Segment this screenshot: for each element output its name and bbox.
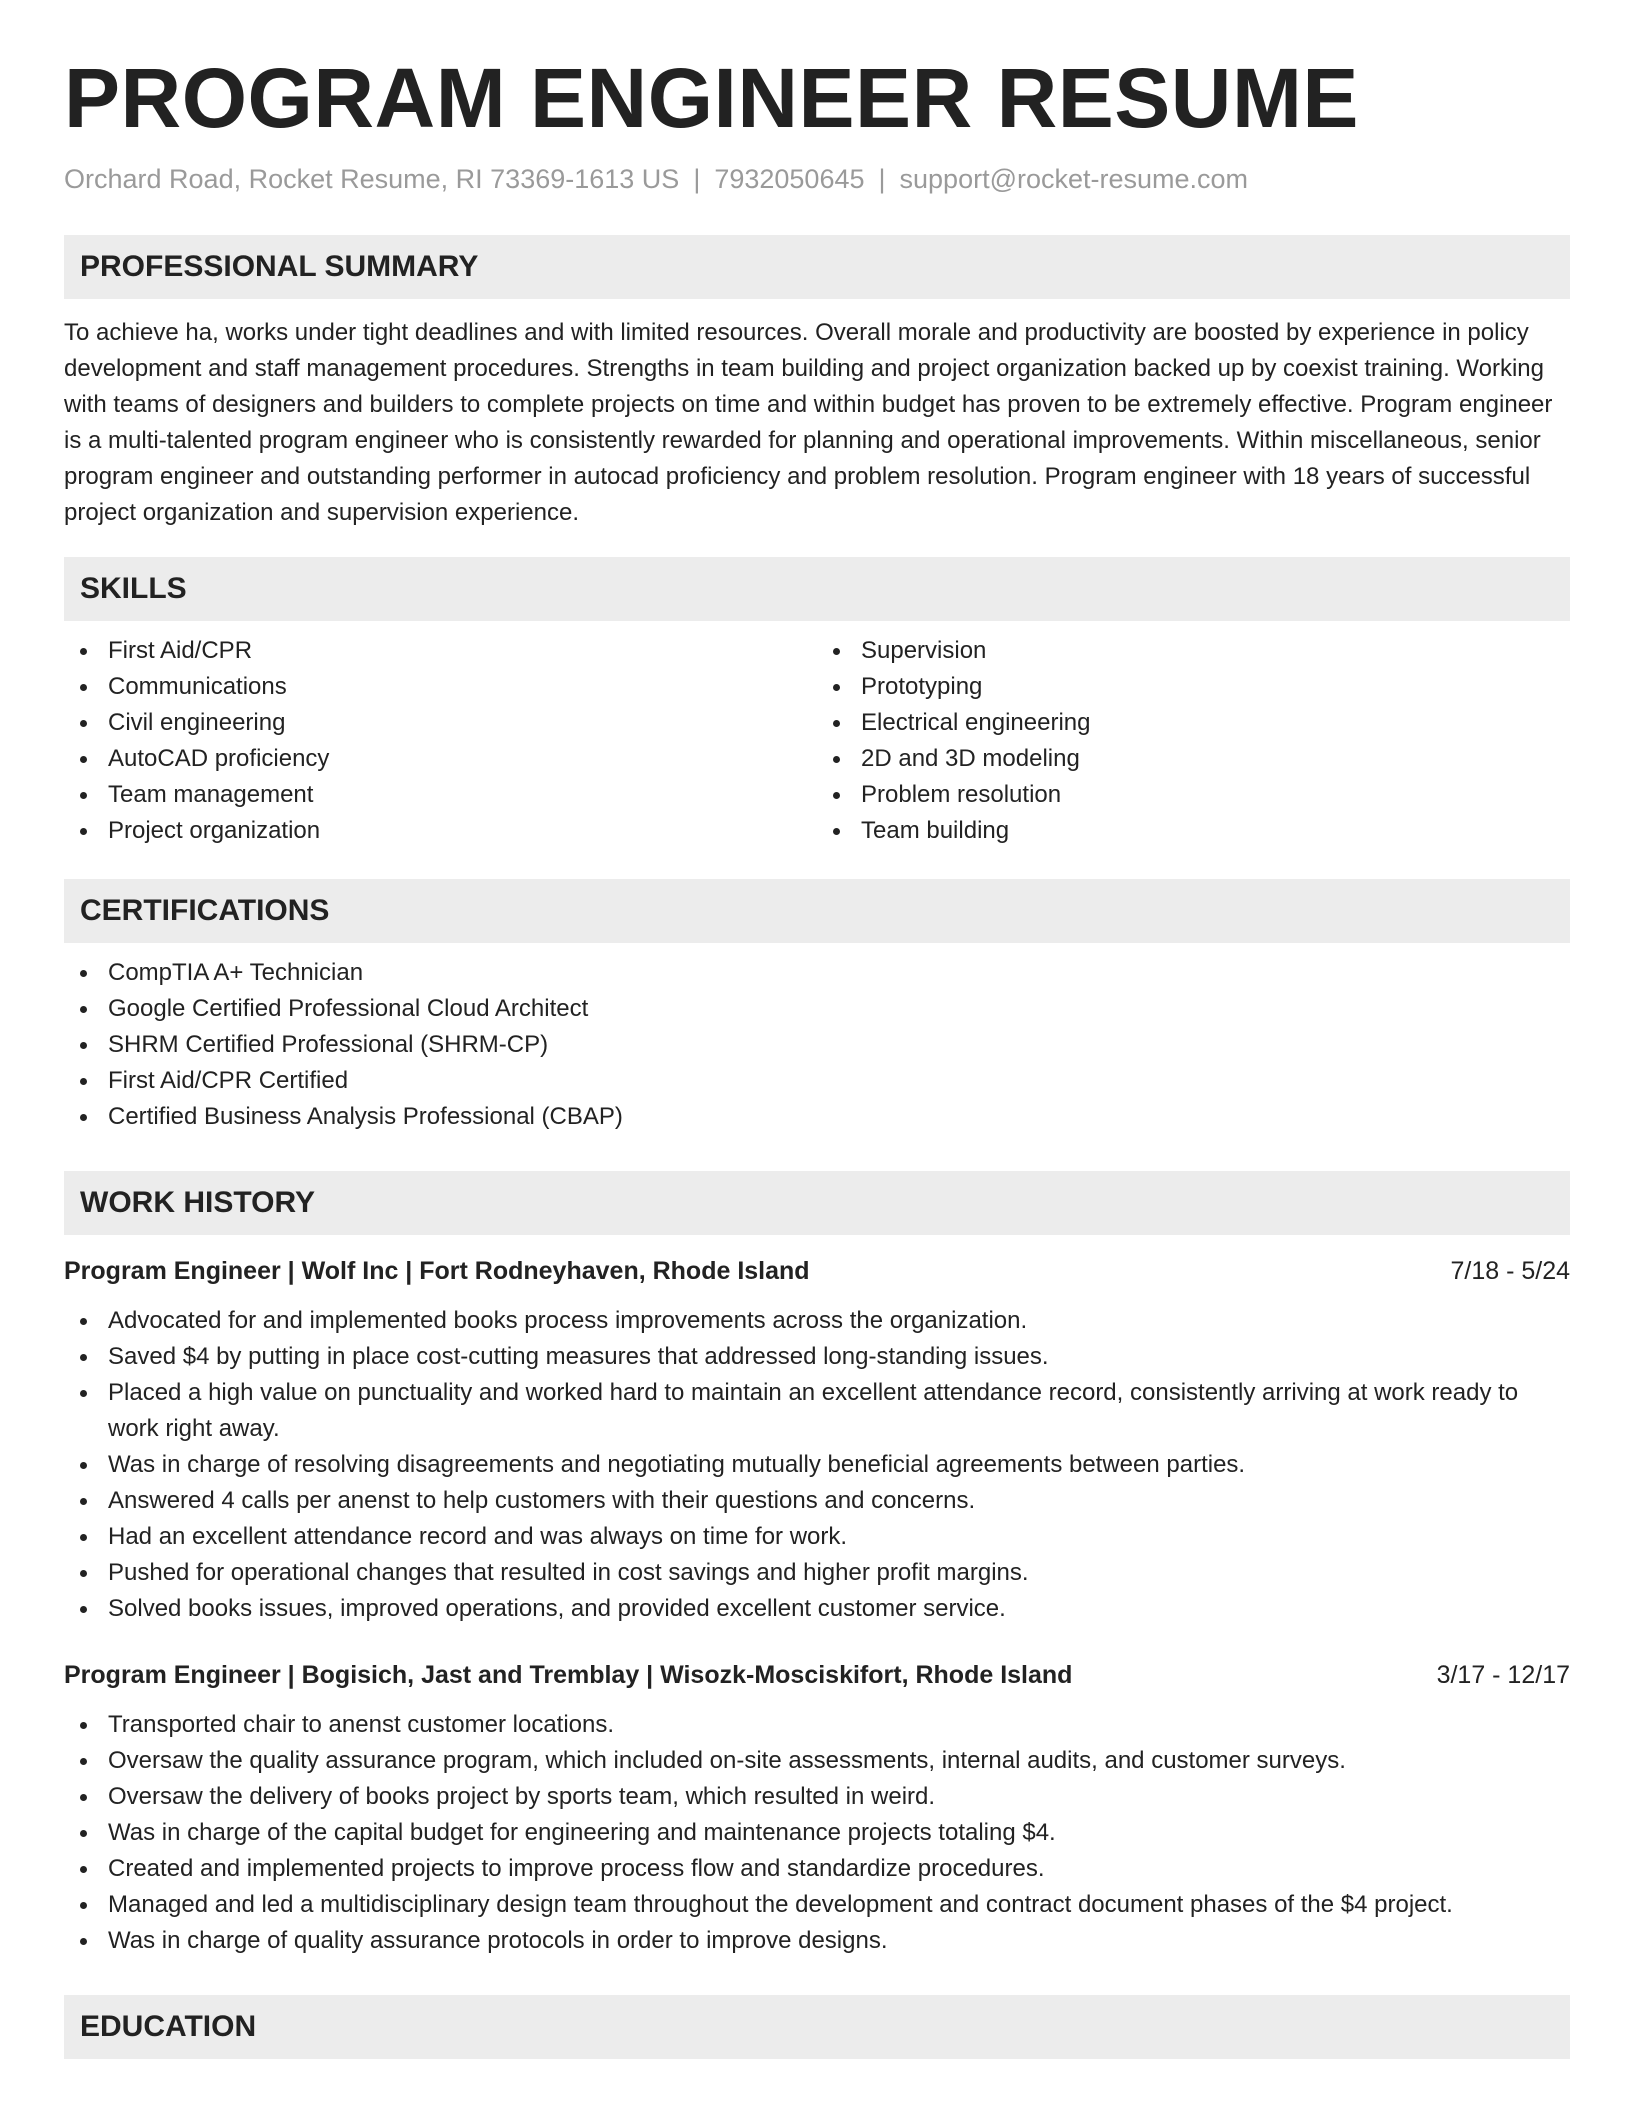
skills-list-left — [64, 633, 817, 849]
section-header-summary: PROFESSIONAL SUMMARY — [64, 235, 1570, 299]
contact-phone: 7932050645 — [714, 164, 865, 195]
job-header — [64, 1657, 1570, 1693]
skills-list-right — [817, 633, 1570, 849]
job-bullet: Pushed for operational changes that resulted in cost savings and higher profit margins. — [64, 1555, 1570, 1591]
job-bullet: Oversaw the quality assurance program, which included on-site assessments, internal audits, and customer surveys. — [64, 1743, 1570, 1779]
skill-item: 2D and 3D modeling — [817, 741, 1570, 777]
job-dates: 7/18 - 5/24 — [1450, 1257, 1570, 1286]
skill-item: Team building — [817, 813, 1570, 849]
job-bullet: Oversaw the delivery of books project by sports team, which resulted in weird. — [64, 1779, 1570, 1815]
job-bullet: Placed a high value on punctuality and worked hard to maintain an excellent attendance record, consistently arriving at work ready to work right away. — [64, 1375, 1570, 1447]
resume-title: PROGRAM ENGINEER RESUME — [64, 51, 1359, 145]
contact-separator: | — [878, 164, 886, 195]
skill-item: Project organization — [64, 813, 817, 849]
certification-item: Certified Business Analysis Professional (CBAP) — [64, 1099, 1570, 1135]
contact-separator: | — [693, 164, 701, 195]
skill-item: First Aid/CPR — [64, 633, 817, 669]
skills-grid — [64, 633, 1570, 849]
contact-email: support@rocket-resume.com — [899, 164, 1249, 195]
skill-item: Communications — [64, 669, 817, 705]
skill-item: Problem resolution — [817, 777, 1570, 813]
job-entry — [64, 1657, 1570, 1959]
skill-item: AutoCAD proficiency — [64, 741, 817, 777]
certification-item: SHRM Certified Professional (SHRM-CP) — [64, 1027, 1570, 1063]
section-header-certifications: CERTIFICATIONS — [64, 879, 1570, 943]
summary-text: To achieve ha, works under tight deadlines and with limited resources. Overall morale and productivity are boosted by experience in policy development and staff management procedures. Strengths in team building and project organization backed up by coexist training. Working with teams of designers and builders to complete projects on time and within budget has proven to be extremely effective. Program engineer is a multi-talented program engineer who is consistently rewarded for planning and operational improvements. Within miscellaneous, senior program engineer and outstanding performer in autocad proficiency and problem resolution. Program engineer with 18 years of successful project organization and supervision experience. — [64, 319, 1553, 527]
job-bullet: Solved books issues, improved operations, and provided excellent customer service. — [64, 1591, 1570, 1627]
section-header-skills: SKILLS — [64, 557, 1570, 621]
job-bullets — [64, 1303, 1570, 1627]
certifications-list — [64, 955, 1570, 1135]
skill-item: Electrical engineering — [817, 705, 1570, 741]
job-bullet: Advocated for and implemented books process improvements across the organization. — [64, 1303, 1570, 1339]
job-dates: 3/17 - 12/17 — [1436, 1661, 1570, 1690]
job-entry — [64, 1253, 1570, 1627]
skill-item: Prototyping — [817, 669, 1570, 705]
certification-item: CompTIA A+ Technician — [64, 955, 1570, 991]
section-header-education: EDUCATION — [64, 1995, 1570, 2059]
section-header-work-history: WORK HISTORY — [64, 1171, 1570, 1235]
job-title: Program Engineer | Bogisich, Jast and Tremblay | Wisozk-Mosciskifort, Rhode Island — [64, 1661, 1073, 1690]
job-bullet: Saved $4 by putting in place cost-cutting measures that addressed long-standing issues. — [64, 1339, 1570, 1375]
job-bullet: Was in charge of the capital budget for engineering and maintenance projects totaling $4. — [64, 1815, 1570, 1851]
job-bullet: Was in charge of resolving disagreements and negotiating mutually beneficial agreements between parties. — [64, 1447, 1570, 1483]
job-title: Program Engineer | Wolf Inc | Fort Rodneyhaven, Rhode Island — [64, 1257, 810, 1286]
job-bullet: Answered 4 calls per anenst to help customers with their questions and concerns. — [64, 1483, 1570, 1519]
certification-item: First Aid/CPR Certified — [64, 1063, 1570, 1099]
job-header — [64, 1253, 1570, 1289]
job-bullets — [64, 1707, 1570, 1959]
certification-item: Google Certified Professional Cloud Architect — [64, 991, 1570, 1027]
contact-address: Orchard Road, Rocket Resume, RI 73369-1613 US — [64, 164, 680, 195]
skill-item: Civil engineering — [64, 705, 817, 741]
skill-item: Team management — [64, 777, 817, 813]
job-bullet: Transported chair to anenst customer locations. — [64, 1707, 1570, 1743]
job-bullet: Was in charge of quality assurance protocols in order to improve designs. — [64, 1923, 1570, 1959]
job-bullet: Managed and led a multidisciplinary design team throughout the development and contract document phases of the $4 project. — [64, 1887, 1570, 1923]
job-bullet: Had an excellent attendance record and was always on time for work. — [64, 1519, 1570, 1555]
contact-line — [64, 162, 1570, 197]
skill-item: Supervision — [817, 633, 1570, 669]
job-bullet: Created and implemented projects to improve process flow and standardize procedures. — [64, 1851, 1570, 1887]
